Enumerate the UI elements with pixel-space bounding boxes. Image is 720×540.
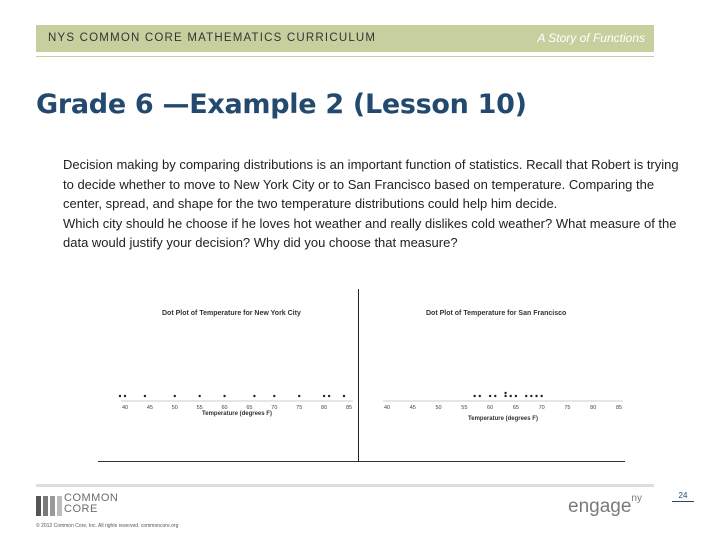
sf-plot-title: Dot Plot of Temperature for San Francisco bbox=[426, 310, 567, 317]
footer-bar bbox=[36, 484, 654, 487]
sf-x-axis-label: Temperature (degrees F) bbox=[468, 416, 538, 422]
nyc-data-dot bbox=[298, 395, 300, 397]
nyc-tick-label: 50 bbox=[171, 405, 178, 411]
sf-tick-label: 80 bbox=[590, 405, 597, 411]
sf-tick-label: 55 bbox=[461, 405, 468, 411]
nyc-tick-label: 60 bbox=[221, 405, 228, 411]
sf-data-dot bbox=[494, 395, 496, 397]
slide-title: Grade 6 —Example 2 (Lesson 10) bbox=[36, 89, 527, 120]
sf-tick-label: 75 bbox=[564, 405, 571, 411]
nyc-tick-label: 55 bbox=[196, 405, 203, 411]
sf-tick-label: 40 bbox=[383, 405, 391, 411]
nyc-data-dot bbox=[253, 395, 255, 397]
sf-data-dot bbox=[473, 395, 475, 397]
nyc-data-dot bbox=[119, 395, 121, 397]
nyc-tick-label: 70 bbox=[271, 405, 278, 411]
ny-text: ny bbox=[631, 492, 642, 504]
nyc-x-axis-label: Temperature (degrees F) bbox=[202, 411, 272, 417]
copyright-text: © 2012 Common Core, Inc. All rights reserved. commoncore.org bbox=[36, 523, 179, 529]
nyc-data-dot bbox=[198, 395, 200, 397]
sf-data-dot bbox=[504, 395, 506, 397]
sf-data-dot bbox=[489, 395, 491, 397]
nyc-data-dot bbox=[144, 395, 146, 397]
body-paragraph-1: Decision making by comparing distributions is an important function of statistics. Recall that Robert is trying to decide whether to move to New York City or to San Francisco based on temperature. Comparing the center, spread, and shape for the two temperature distributions could help him decide. bbox=[63, 157, 679, 211]
sf-data-dot bbox=[525, 395, 527, 397]
nyc-data-dot bbox=[343, 395, 345, 397]
engageny-logo bbox=[568, 492, 642, 518]
page-number: 24 bbox=[672, 491, 694, 502]
common-core-logo-icon bbox=[36, 496, 62, 516]
sf-data-dot bbox=[515, 395, 517, 397]
logo-bar bbox=[43, 496, 48, 516]
curriculum-label: NYS COMMON CORE MATHEMATICS CURRICULUM bbox=[48, 32, 377, 44]
nyc-tick-label: 75 bbox=[296, 405, 303, 411]
logo-line-2: CORE bbox=[64, 503, 98, 515]
sf-data-dot bbox=[535, 395, 537, 397]
engage-text: engage bbox=[568, 496, 632, 517]
body-paragraph-2: Which city should he choose if he loves hot weather and really dislikes cold weather? What measure of the data would justify your decision? Why did you choose that measure? bbox=[63, 215, 677, 250]
sf-tick-label: 60 bbox=[487, 405, 494, 411]
sf-data-dot bbox=[510, 395, 512, 397]
series-label: A Story of Functions bbox=[537, 31, 645, 45]
nyc-tick-label: 65 bbox=[246, 405, 253, 411]
nyc-tick-label: 80 bbox=[321, 405, 328, 411]
nyc-tick-label: 45 bbox=[146, 405, 153, 411]
nyc-data-dot bbox=[328, 395, 330, 397]
nyc-plot-title: Dot Plot of Temperature for New York City bbox=[162, 310, 301, 317]
nyc-data-dot bbox=[273, 395, 275, 397]
logo-bar bbox=[36, 496, 41, 516]
sf-tick-label: 50 bbox=[435, 405, 442, 411]
nyc-tick-label: 40 bbox=[121, 405, 129, 411]
nyc-data-dot bbox=[223, 395, 225, 397]
sf-data-dot bbox=[504, 392, 506, 394]
common-core-logo-text bbox=[64, 493, 118, 515]
logo-bar bbox=[57, 496, 62, 516]
sf-data-dot bbox=[540, 395, 542, 397]
nyc-data-dot bbox=[124, 395, 126, 397]
nyc-tick-label: 85 bbox=[345, 405, 353, 411]
sf-data-dot bbox=[479, 395, 481, 397]
sf-tick-label: 70 bbox=[538, 405, 545, 411]
logo-line-1: COMMON bbox=[64, 492, 119, 504]
sf-data-dot bbox=[530, 395, 532, 397]
nyc-data-dot bbox=[323, 395, 325, 397]
nyc-data-dot bbox=[174, 395, 176, 397]
sf-tick-label: 85 bbox=[615, 405, 623, 411]
logo-bar bbox=[50, 496, 55, 516]
sf-tick-label: 45 bbox=[409, 405, 416, 411]
sf-tick-label: 65 bbox=[512, 405, 519, 411]
